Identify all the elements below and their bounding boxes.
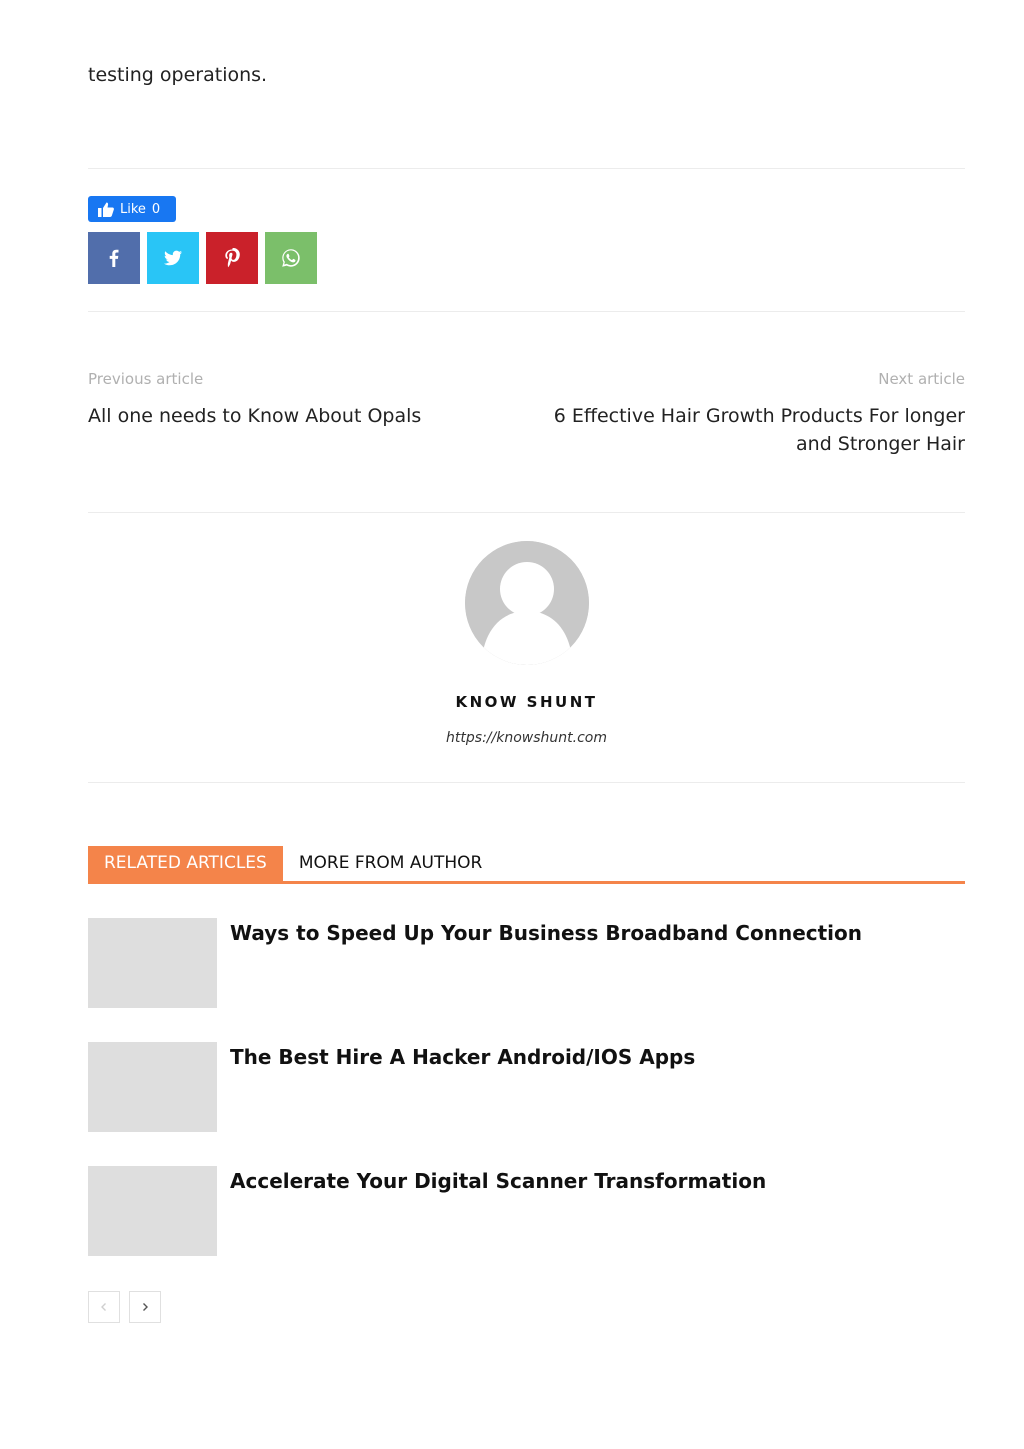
article-trailing-text: testing operations. bbox=[88, 64, 268, 86]
author-avatar[interactable] bbox=[465, 541, 589, 665]
tab-more-from-author[interactable]: MORE FROM AUTHOR bbox=[298, 853, 483, 873]
user-placeholder-icon bbox=[465, 541, 589, 665]
share-pinterest-button[interactable] bbox=[206, 232, 258, 284]
pagination bbox=[88, 1291, 161, 1323]
related-article-item bbox=[88, 1042, 965, 1132]
previous-article-link[interactable]: All one needs to Know About Opals bbox=[88, 405, 422, 427]
divider bbox=[88, 311, 965, 312]
next-article-link[interactable]: 6 Effective Hair Growth Products For longer and Stronger Hair bbox=[553, 405, 965, 455]
related-tabs bbox=[88, 846, 965, 884]
share-twitter-button[interactable] bbox=[147, 232, 199, 284]
article-title-link[interactable]: Accelerate Your Digital Scanner Transformation bbox=[230, 1169, 767, 1193]
divider bbox=[88, 168, 965, 169]
facebook-like-button[interactable] bbox=[88, 196, 176, 222]
share-facebook-button[interactable] bbox=[88, 232, 140, 284]
next-article-label: Next article bbox=[878, 370, 965, 388]
next-article bbox=[520, 370, 965, 458]
divider bbox=[88, 512, 965, 513]
chevron-right-icon bbox=[140, 1302, 150, 1312]
share-whatsapp-button[interactable] bbox=[265, 232, 317, 284]
share-buttons bbox=[88, 232, 317, 284]
thumbs-up-icon bbox=[98, 202, 114, 217]
previous-article bbox=[88, 370, 508, 430]
article-thumbnail[interactable] bbox=[88, 918, 217, 1008]
author-name[interactable]: KNOW SHUNT bbox=[455, 693, 598, 711]
related-article-item bbox=[88, 1166, 965, 1256]
article-title-link[interactable]: Ways to Speed Up Your Business Broadband Connection bbox=[230, 921, 863, 945]
chevron-left-icon bbox=[99, 1302, 109, 1312]
related-article-item bbox=[88, 918, 965, 1008]
twitter-icon bbox=[163, 248, 183, 268]
pinterest-icon bbox=[222, 248, 242, 268]
tab-related-articles[interactable]: RELATED ARTICLES bbox=[88, 846, 283, 881]
next-page-button[interactable] bbox=[129, 1291, 161, 1323]
divider bbox=[88, 782, 965, 783]
article-thumbnail[interactable] bbox=[88, 1042, 217, 1132]
like-label: Like bbox=[120, 201, 146, 217]
previous-article-label: Previous article bbox=[88, 370, 204, 388]
like-count: 0 bbox=[151, 201, 161, 217]
whatsapp-icon bbox=[281, 248, 301, 268]
prev-page-button[interactable] bbox=[88, 1291, 120, 1323]
author-url[interactable]: https://knowshunt.com bbox=[446, 730, 607, 746]
article-title-link[interactable]: The Best Hire A Hacker Android/IOS Apps bbox=[230, 1045, 696, 1069]
facebook-icon bbox=[104, 248, 124, 268]
article-thumbnail[interactable] bbox=[88, 1166, 217, 1256]
